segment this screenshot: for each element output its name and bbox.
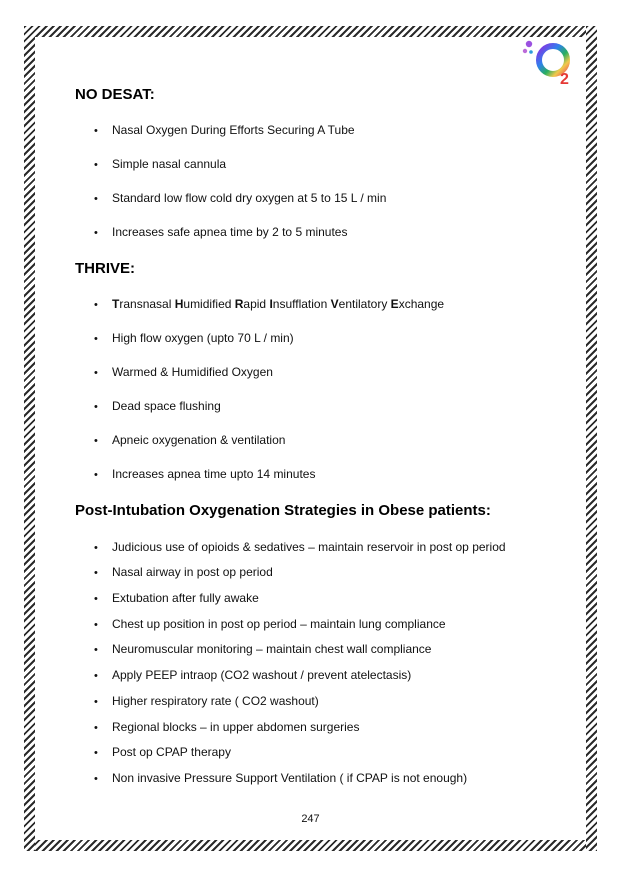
o2-logo-subscript: 2	[560, 71, 569, 88]
page-border-right	[586, 26, 597, 851]
list-item: • Extubation after fully awake	[94, 591, 259, 605]
list-item: • Neuromuscular monitoring – maintain chest wall compliance	[94, 642, 432, 656]
list-item: • Apneic oxygenation & ventilation	[94, 433, 286, 447]
list-item: • Increases safe apnea time by 2 to 5 minutes	[94, 225, 348, 239]
thrive-acronym-item: • Transnasal Humidified Rapid Insufflation Ventilatory Exchange	[94, 297, 445, 311]
list-item: • Standard low flow cold dry oxygen at 5 to 15 L / min	[94, 191, 387, 205]
list-item: • Dead space flushing	[94, 399, 221, 413]
list-item: • Increases apnea time upto 14 minutes	[94, 467, 316, 481]
list-item: • Nasal airway in post op period	[94, 565, 273, 579]
list-item: • High flow oxygen (upto 70 L / min)	[94, 331, 294, 345]
list-item: • Warmed & Humidified Oxygen	[94, 365, 273, 379]
page-number: 247	[301, 813, 320, 825]
page-border-top	[24, 26, 597, 37]
list-item: • Non invasive Pressure Support Ventilation ( if CPAP is not enough)	[94, 771, 468, 785]
list-item: • Nasal Oxygen During Efforts Securing A Tube	[94, 123, 355, 137]
list-item: • Judicious use of opioids & sedatives – maintain reservoir in post op period	[94, 540, 506, 554]
list-item: • Simple nasal cannula	[94, 157, 227, 171]
page-border-bottom	[24, 840, 597, 851]
o2-logo-icon	[520, 36, 580, 88]
section-heading-thrive: THRIVE:	[75, 260, 135, 277]
list-item: • Regional blocks – in upper abdomen surgeries	[94, 720, 360, 734]
page-border-left	[24, 26, 35, 851]
section-heading-post-intubation: Post-Intubation Oxygenation Strategies in Obese patients:	[75, 502, 491, 519]
list-item: • Apply PEEP intraop (CO2 washout / prevent atelectasis)	[94, 668, 412, 682]
list-item: • Chest up position in post op period – maintain lung compliance	[94, 617, 446, 631]
section-heading-no-desat: NO DESAT:	[75, 86, 155, 103]
list-item: • Higher respiratory rate ( CO2 washout)	[94, 694, 319, 708]
list-item: • Post op CPAP therapy	[94, 745, 231, 759]
